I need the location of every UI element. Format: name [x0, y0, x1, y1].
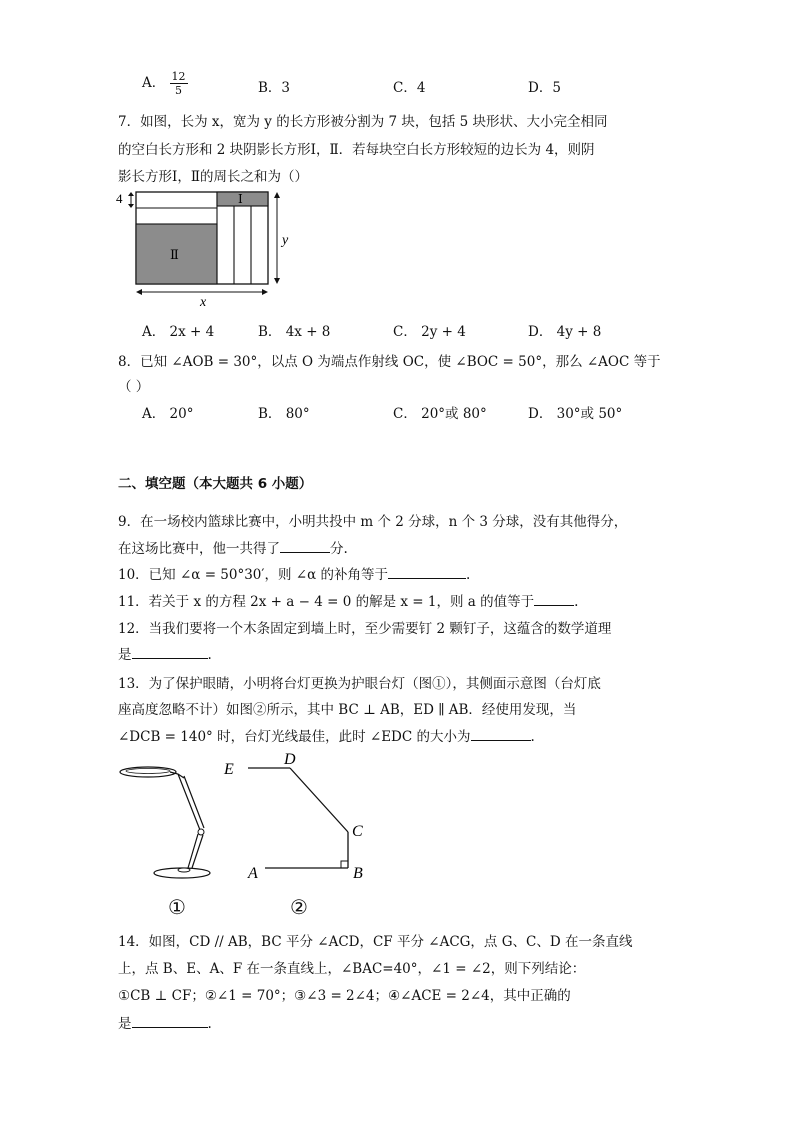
- q7-arrowhead-x-left: [136, 289, 142, 295]
- q6-option-c: C．4: [393, 80, 426, 96]
- q11-answer-blank: [534, 593, 574, 606]
- q6-option-b: B．3: [258, 80, 291, 96]
- q13-line-1: 13．为了保护眼睛，小明将台灯更换为护眼台灯（图①），其侧面示意图（台灯底: [118, 676, 601, 692]
- section-2-title: 二、填空题（本大题共 6 小题）: [118, 476, 313, 492]
- q7-option-a: A． 2x + 4: [142, 324, 215, 340]
- q7-label-y: y: [282, 233, 289, 248]
- q9-line-2-text: 在这场比赛中，他一共得了: [118, 541, 280, 557]
- q8-option-b: B． 80°: [258, 406, 310, 422]
- q7-line-1: 7．如图，长为 x，宽为 y 的长方形被分割为 7 块，包括 5 块形状、大小完全相同: [118, 114, 608, 130]
- q9-answer-blank: [280, 540, 330, 553]
- q9-line-2-end: 分.: [330, 541, 348, 557]
- q7-arrowhead-y-top: [274, 192, 280, 198]
- q14-line-2: 上，点 B、E、A、F 在一条直线上，∠BAC=40°，∠1 = ∠2，则下列结论：: [118, 961, 586, 977]
- label-a: A: [248, 865, 258, 882]
- q10-line: [118, 563, 470, 583]
- q7-label-x: x: [200, 295, 207, 308]
- q7-figure: [112, 186, 302, 308]
- q12-line-1: 12．当我们要将一个木条固定到墙上时，至少需要钉 2 颗钉子，这蕴含的数学道理: [118, 621, 612, 637]
- lamp-base-top: [178, 868, 190, 872]
- q6-option-d: D．5: [528, 80, 561, 96]
- lamp-joint: [198, 829, 204, 835]
- q13-line-3: [118, 725, 535, 745]
- q9-line-1: 9．在一场校内篮球比赛中，小明共投中 m 个 2 分球，n 个 3 分球，没有其他得分，: [118, 514, 628, 530]
- q14-line-1: 14．如图，CD // AB，BC 平分 ∠ACD，CF 平分 ∠ACG，点 G、C、D 在一条直线: [118, 934, 633, 950]
- q7-arrowhead-y-bottom: [274, 278, 280, 284]
- q6-option-a-fraction: [170, 70, 188, 97]
- q6-fraction-numerator: 12: [171, 70, 186, 83]
- q7-label-4: 4: [116, 191, 123, 206]
- q12-end: .: [207, 647, 212, 663]
- q6-option-a-label: A．: [142, 75, 166, 91]
- q7-line-3: 影长方形Ⅰ，Ⅱ的周长之和为（）: [118, 169, 309, 185]
- q14-line-4-text: 是: [118, 1016, 132, 1032]
- q13-lamp-figure: [112, 760, 222, 885]
- q11-end: .: [574, 594, 579, 610]
- q12-line-2-text: 是: [118, 647, 132, 663]
- q8-option-a: A． 20°: [142, 406, 194, 422]
- q8-option-c: C． 20°或 80°: [393, 406, 487, 422]
- q14-line-3: ①CB ⊥ CF；②∠1 = 70°；③∠3 = 2∠4；④∠ACE = 2∠4，其中正确的: [118, 988, 571, 1004]
- lamp-lower-arm: [188, 834, 203, 868]
- q7-option-b: B． 4x + 8: [258, 324, 331, 340]
- label-c: C: [352, 823, 363, 840]
- q7-label-i: Ⅰ: [238, 192, 243, 206]
- q8-option-d: D． 30°或 50°: [528, 406, 623, 422]
- q7-arrowhead-4-top: [128, 192, 134, 196]
- q8-line-1: 8．已知 ∠AOB = 30°，以点 O 为端点作射线 OC，使 ∠BOC = 50°，那么 ∠AOC 等于: [118, 354, 661, 370]
- q7-option-c: C． 2y + 4: [393, 324, 466, 340]
- q14-answer-blank: [132, 1015, 208, 1028]
- q13-caption-1: ①: [168, 895, 186, 919]
- q7-line-2: 的空白长方形和 2 块阴影长方形Ⅰ，Ⅱ．若每块空白长方形较短的边长为 4，则阴: [118, 142, 595, 158]
- q11-text: 11．若关于 x 的方程 2x + a − 4 = 0 的解是 x = 1，则 a 的值等于: [118, 594, 535, 610]
- q8-line-2: （ ）: [118, 379, 150, 395]
- q10-answer-blank: [388, 566, 466, 579]
- q10-text: 10．已知 ∠α = 50°30′，则 ∠α 的补角等于: [118, 567, 388, 583]
- q13-line-3-text: ∠DCB = 140° 时，台灯光线最佳，此时 ∠EDC 的大小为: [118, 729, 471, 745]
- q13-line-2: 座高度忽略不计）如图②所示，其中 BC ⊥ AB，ED ∥ AB．经使用发现，当: [118, 702, 577, 718]
- q13-answer-blank: [471, 728, 531, 741]
- q6-fraction-denominator: 5: [175, 84, 183, 97]
- q7-arrowhead-x-right: [262, 289, 268, 295]
- q9-line-2: [118, 537, 348, 557]
- q7-label-ii: Ⅱ: [170, 247, 179, 262]
- q13-end: .: [530, 729, 535, 745]
- q7-option-d: D． 4y + 8: [528, 324, 602, 340]
- q11-line: [118, 590, 578, 610]
- q14-end: .: [207, 1016, 212, 1032]
- label-e: E: [224, 761, 234, 778]
- q6-option-a: [142, 70, 188, 97]
- right-angle-mark: [341, 861, 348, 868]
- q12-line-2: [118, 643, 212, 663]
- label-b: B: [353, 865, 363, 882]
- q12-answer-blank: [132, 646, 208, 659]
- segment-dc: [290, 768, 348, 832]
- label-d: D: [284, 751, 296, 768]
- q10-end: .: [465, 567, 471, 583]
- q13-caption-2: ②: [290, 895, 308, 919]
- lamp-upper-arm: [178, 774, 204, 830]
- q13-schematic-figure: [220, 748, 380, 888]
- q7-arrowhead-4-bottom: [128, 204, 134, 208]
- q14-line-4: [118, 1012, 212, 1032]
